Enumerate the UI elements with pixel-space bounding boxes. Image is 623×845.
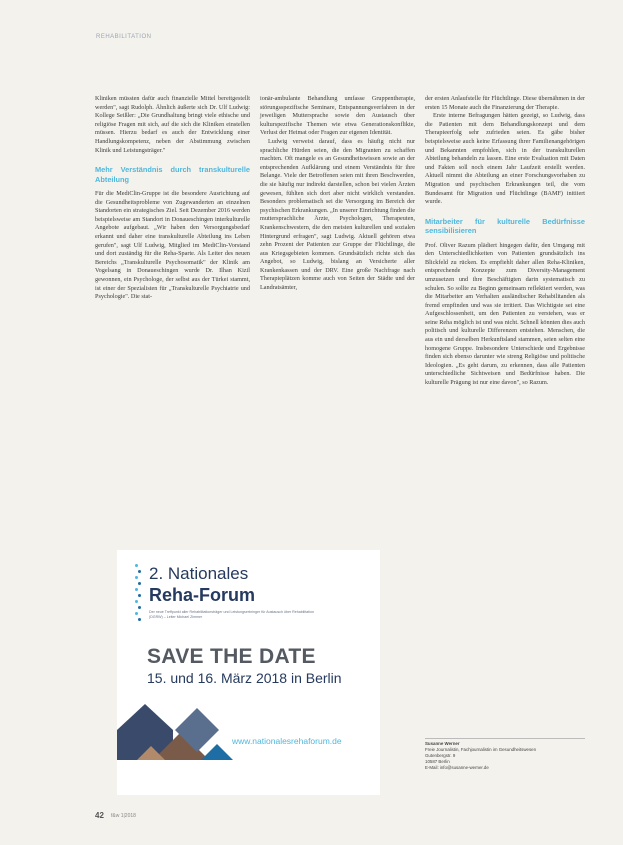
- ad-title-line2: Reha-Forum: [149, 585, 256, 605]
- journal-issue: f&w 1|2018: [111, 813, 136, 819]
- paragraph: Kliniken müssten dafür auch finanzielle Mittel bereitgestellt werden", sagt Rudolph. Ähnlich äußerte sich Dr. Ulf Ludwig: Kollege Seißler: „Die Grundhaltung bringt viele ethische und religiöse Fragen mit sich, auf die sich die Kliniken einstellen müssen. Hierzu bedarf es auch der Entwicklung einer Handlungskompetenz, neben der Abstimmung zwischen Klinik und Leistungsträger.": [95, 95, 250, 154]
- paragraph: Für die MediClin-Gruppe ist die besondere Ausrichtung auf die Gesundheitsprobleme von Zugewanderten an einzelnen Standorten ein strategisches Ziel. Seit Dezember 2016 werden beispielsweise am Standort in Donaueschingen interkulturelle Angebote aufgebaut. „Wir haben den Versorgungsbedarf erkannt und daher eine transkulturelle Abteilung ins Leben gerufen", sagt Ulf Ludwig, Mitglied im MediClin-Vorstand und dort zuständig für die Reha-Sparte. Als Leiter des neuen Bereichs „Transkulturelle Psychosomatik" der Klinik am Vogelsang in Donaueschingen wurde Dr. Ilhan Kizil gewonnen, ein Psychologe, der selbst aus der Türkei stammt, ist einer der Spezialisten für „Transkulturelle Psychiatrie und Psychologie". Die stat-: [95, 189, 250, 301]
- ad-photo-collage: [117, 700, 237, 760]
- paragraph: der ersten Anlaufstelle für Flüchtlinge. Diese übernähmen in der ersten 15 Monate auch die Finanzierung der Therapie.: [425, 95, 585, 111]
- subheading: Mitarbeiter für kulturelle Bedürfnisse sensibilisieren: [425, 216, 585, 236]
- author-line: Freie Journalistin, Fachjournalistin im Gesundheitswesen: [425, 747, 537, 752]
- event-website-link[interactable]: www.nationalesrehaforum.de: [232, 736, 342, 746]
- advertisement-reha-forum[interactable]: [117, 550, 380, 795]
- page-number: 42: [95, 811, 104, 820]
- column-1: [95, 95, 250, 302]
- subheading: Mehr Verständnis durch transkulturelle Abteilung: [95, 165, 250, 184]
- column-3: [425, 95, 585, 388]
- author-email[interactable]: E-Mail: info@susanne-werner.de: [425, 765, 489, 770]
- paragraph: Ludwig verweist darauf, dass es häufig nicht nur sprachliche Hürden seien, die den Migranten zu schaffen machten. Oft mangele es an Gesundheitswissen sowie an der entsprechenden Aufklärung und einem Verständnis für ihre Belange. Viele der Betroffenen seien mit ihren Beschwerden, die sie häufig nur indirekt darstellen, schon bei vielen Ärzten gewesen, fühlten sich dort aber nicht wirklich verstanden. Besonders problematisch sei die Versorgung im Bereich der psychischen Erkrankungen. „In unserer Einrichtung finden die muttersprachliche Ärzte, Psychologen, Therapeuten, Krankenschwestern, die den meisten kulturellen und sozialen Hintergrund erfragen", sagt Ludwig. Aktuell gehören etwa zehn Prozent der Patienten zur Gruppe der Flüchtlinge, die aus Kriegsgebieten kommen. Grundsätzlich richte sich das Angebot, so Ludwig, bislang an Versicherte aller Krankenkassen und der DRV. Eine große Nachfrage nach Therapieplätzen komme auch von Seiten der Städte und der Landratsämter,: [260, 137, 415, 292]
- author-box: [425, 738, 585, 771]
- event-date: 15. und 16. März 2018 in Berlin: [147, 670, 342, 686]
- save-the-date-heading: SAVE THE DATE: [147, 645, 316, 668]
- ad-subtitle: Der neue Treffpunkt aller Rehabilitationsträger und Leistungserbringer für Austausch über Rehabilitation (DGRW) – Leiter Michael Zimmer: [149, 610, 314, 619]
- paragraph: ionär-ambulante Behandlung umfasse Gruppentherapie, störungsspezifische Seminare, Entspannungsverfahren in der jeweiligen Muttersprache sowie den Austausch über kulturspezifische Themen wie etwa Generationskonflikte, Verlust der Heimat oder Fragen zur eigenen Identität.: [260, 95, 415, 137]
- ad-title-line1: 2. Nationales: [149, 564, 249, 583]
- author-line: Gutenbergstr. 9: [425, 753, 456, 758]
- paragraph: Erste interne Befragungen hätten gezeigt, so Ludwig, dass die Patienten mit dem Behandlungskonzept und dem Therapieerfolg sehr zufrieden seien. Es gäbe bisher beispielsweise auch keine Erfassung ihrer Familienangehörigen und Bekannten empfohlen, sich in der transkulturellen Abteilung behandeln zu lassen. Eine erste Evaluation mit Daten und Fakten soll noch einem Jahr Laufzeit erstellt werden. Aktuell nimmt die Abteilung an einer Forschungsvorhaben zu Migration und psychischen Erkrankungen teil, die vom Bundesamt für Migration und Flüchtlinge (BAMF) initiiert wurde.: [425, 112, 585, 206]
- section-header: REHABILITATION: [96, 34, 152, 40]
- column-2: [260, 95, 415, 293]
- logo-dots-icon: [131, 564, 145, 634]
- author-line: 10587 Berlin: [425, 759, 450, 764]
- paragraph: Prof. Oliver Razum plädiert hingegen dafür, den Umgang mit den Unterschiedlichkeiten von Patienten grundsätzlich ins Blickfeld zu rücken. Es empfiehlt daher allen Reha-Kliniken, entsprechende Konzepte zum Diversity-Management umzusetzen und ihre Beschäftigten darin systematisch zu schulen. So sollte zu Beginn gemeinsam reflektiert werden, was die Mitarbeiter am Verhalten ausländischer Rehabilitanden als fremd empfinden und was sie irritiert. Das Wichtigste sei eine Aufgeschlossenheit, um den Patienten zu verstehen, was er seine Reha möglich ist und was nicht. Schnell könnten dies auch politisch und kulturelle Differenzen entstehen. Menschen, die aus ein und derselben Herkunftsland stammen, seien selten eine homogene Gruppe. Insbesondere Unterschiede und Ergebnisse finden sich ebenso darunter wie streng Religiöse und politische Ideologien. „Es geht darum, zu erkennen, dass alle Patienten unterschiedliche Sichtweisen und Bedürfnisse haben. Die kulturelle Prägung ist nur eine davon", so Razum.: [425, 241, 585, 387]
- author-name: Susanne Werner: [425, 741, 460, 746]
